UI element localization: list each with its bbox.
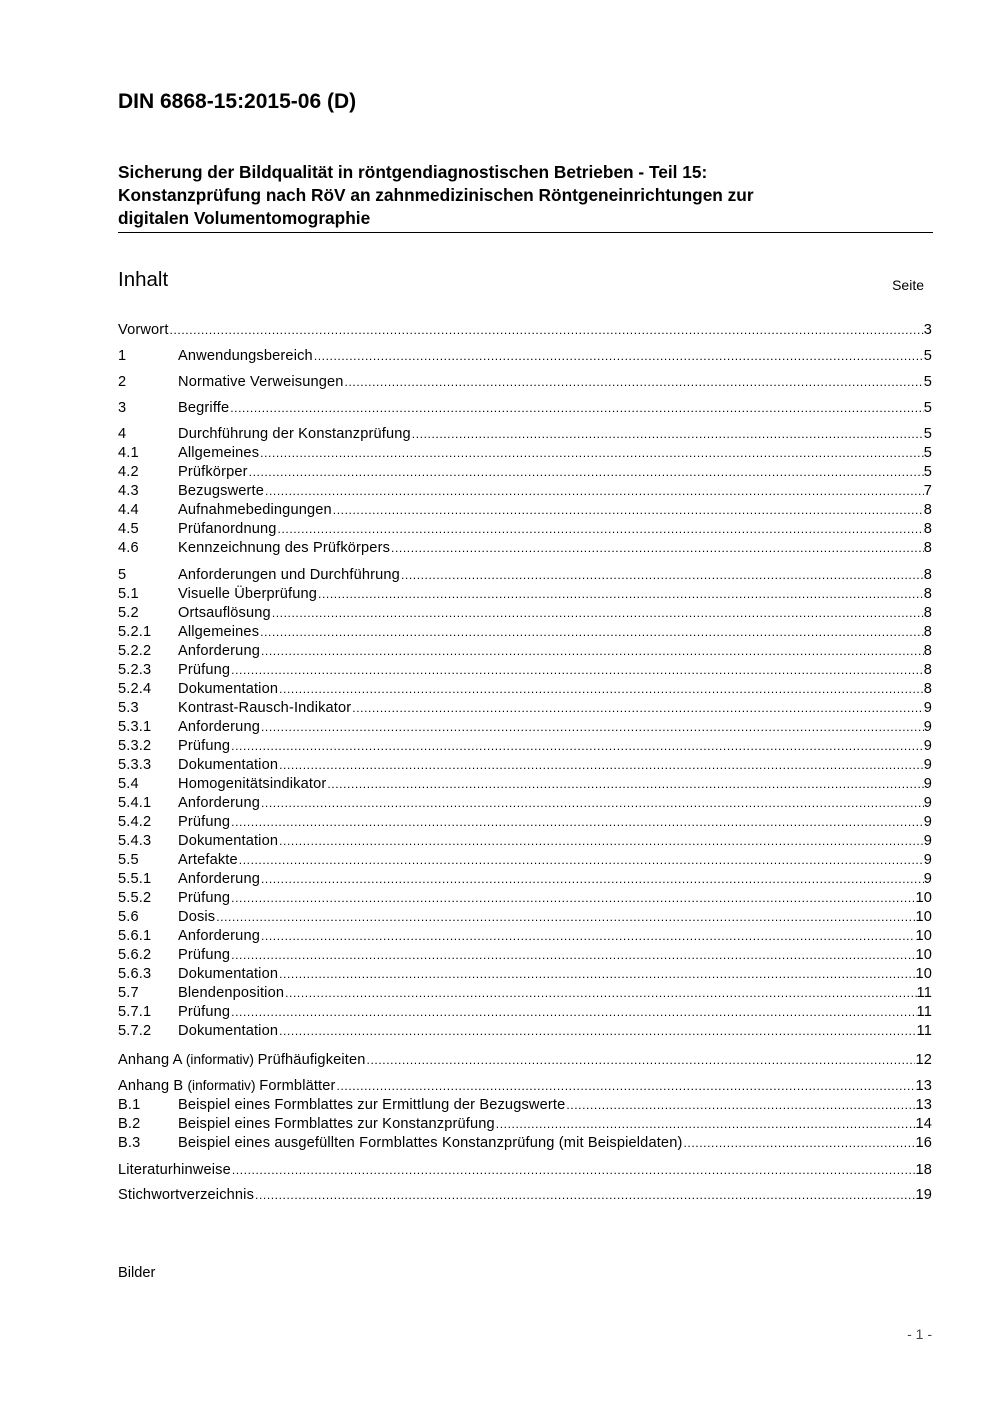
toc-dot-leader bbox=[317, 587, 924, 601]
toc-entry-text: Anforderung bbox=[178, 871, 260, 887]
document-id: DIN 6868-15:2015-06 (D) bbox=[118, 90, 357, 113]
toc-entry-text: Bezugswerte bbox=[178, 483, 265, 499]
toc-entry-page: 7 bbox=[923, 483, 932, 499]
toc-entry-title bbox=[178, 662, 230, 678]
toc-entry-page: 19 bbox=[915, 1187, 932, 1203]
toc-dot-leader bbox=[326, 777, 923, 791]
toc-entry-page: 3 bbox=[923, 322, 932, 338]
toc-entry-prefix: Anhang A bbox=[118, 1052, 186, 1068]
toc-dot-leader bbox=[264, 484, 924, 498]
toc-entry-page: 10 bbox=[915, 909, 932, 925]
toc-entry-text: Prüfung bbox=[178, 814, 231, 830]
toc-dot-leader bbox=[565, 1098, 915, 1112]
toc-entry-number: 5.5 bbox=[118, 852, 139, 868]
toc-entry[interactable] bbox=[118, 445, 932, 464]
toc-entry[interactable] bbox=[118, 464, 932, 483]
toc-entry-page: 8 bbox=[923, 586, 932, 602]
toc-entry-title bbox=[178, 445, 259, 461]
toc-entry-number: 3 bbox=[118, 400, 127, 416]
toc-dot-leader bbox=[260, 720, 924, 734]
toc-entry[interactable] bbox=[118, 757, 932, 776]
toc-entry-text: Dokumentation bbox=[178, 833, 279, 849]
toc-dot-leader bbox=[260, 796, 924, 810]
toc-entry-number: 5.6.2 bbox=[118, 947, 152, 963]
toc-entry[interactable] bbox=[118, 540, 932, 559]
toc-entry-number: 5.4.3 bbox=[118, 833, 152, 849]
toc-entry[interactable] bbox=[118, 966, 932, 985]
figures-heading: Bilder bbox=[118, 1265, 156, 1281]
toc-entry-number: 1 bbox=[118, 348, 127, 364]
toc-entry-title bbox=[178, 1097, 565, 1113]
toc-entry-title bbox=[118, 1162, 231, 1178]
toc-entry-title bbox=[178, 586, 317, 602]
toc-dot-leader bbox=[238, 853, 924, 867]
toc-entry-text: Blendenposition bbox=[178, 985, 285, 1001]
toc-entry-page: 8 bbox=[923, 681, 932, 697]
toc-entry-page: 10 bbox=[915, 890, 932, 906]
toc-entry-title bbox=[178, 757, 278, 773]
toc-entry-page: 9 bbox=[923, 757, 932, 773]
toc-dot-leader bbox=[495, 1117, 916, 1131]
toc-entry-prefix: Stichwortverzeichnis bbox=[118, 1187, 255, 1203]
toc-entry-title bbox=[178, 567, 400, 583]
toc-entry-page: 11 bbox=[916, 1023, 932, 1039]
toc-entry-title bbox=[178, 374, 344, 390]
toc-entry-page: 10 bbox=[915, 947, 932, 963]
toc-entry[interactable] bbox=[118, 909, 932, 928]
toc-entry-page: 8 bbox=[923, 643, 932, 659]
toc-entry-title bbox=[178, 483, 264, 499]
toc-entry-page: 9 bbox=[923, 719, 932, 735]
toc-entry[interactable] bbox=[118, 426, 932, 445]
toc-entry-text: Kontrast-Rausch-Indikator bbox=[178, 700, 352, 716]
toc-entry-text: Aufnahmebedingungen bbox=[178, 502, 332, 518]
toc-entry-page: 8 bbox=[923, 502, 932, 518]
toc-entry-page: 9 bbox=[923, 833, 932, 849]
toc-entry[interactable] bbox=[118, 605, 932, 624]
toc-entry-title bbox=[178, 643, 260, 659]
toc-entry-text: Prüfkörper bbox=[178, 464, 248, 480]
toc-dot-leader bbox=[260, 644, 924, 658]
toc-entry-text: Anforderung bbox=[178, 795, 260, 811]
toc-dot-leader bbox=[260, 929, 915, 943]
toc-entry-text: Anforderung bbox=[178, 719, 260, 735]
toc-entry-number: 5.6.1 bbox=[118, 928, 152, 944]
toc-entry-page: 8 bbox=[923, 624, 932, 640]
toc-entry-title bbox=[178, 540, 390, 556]
toc-entry-page: 11 bbox=[916, 985, 932, 1001]
toc-entry[interactable] bbox=[118, 1078, 932, 1097]
toc-dot-leader bbox=[271, 606, 924, 620]
toc-dot-leader bbox=[259, 625, 924, 639]
toc-entry-title bbox=[178, 521, 277, 537]
toc-entry[interactable] bbox=[118, 719, 932, 738]
toc-dot-leader bbox=[400, 568, 924, 582]
toc-entry[interactable] bbox=[118, 738, 932, 757]
toc-entry-text: Ortsauflösung bbox=[178, 605, 271, 621]
toc-entry-title bbox=[178, 1023, 278, 1039]
toc-dot-leader bbox=[231, 1163, 916, 1177]
toc-entry-title bbox=[178, 605, 271, 621]
toc-entry-title bbox=[178, 624, 259, 640]
toc-page-column-label: Seite bbox=[892, 277, 924, 293]
toc-entry-title bbox=[118, 1052, 366, 1068]
toc-entry-number: 5.4.2 bbox=[118, 814, 152, 830]
toc-entry[interactable] bbox=[118, 322, 932, 341]
toc-entry-page: 5 bbox=[923, 464, 932, 480]
toc-dot-leader bbox=[254, 1188, 915, 1202]
toc-heading: Inhalt bbox=[118, 268, 169, 291]
toc-entry[interactable] bbox=[118, 852, 932, 871]
toc-entry-text: Homogenitätsindikator bbox=[178, 776, 327, 792]
toc-entry-number: 4.2 bbox=[118, 464, 139, 480]
toc-entry-title bbox=[178, 985, 284, 1001]
toc-entry-page: 12 bbox=[915, 1052, 932, 1068]
toc-entry[interactable] bbox=[118, 1052, 932, 1071]
toc-dot-leader bbox=[278, 834, 924, 848]
toc-entry-title bbox=[178, 719, 260, 735]
page-number: - 1 - bbox=[907, 1326, 932, 1342]
toc-entry-page: 5 bbox=[923, 445, 932, 461]
toc-entry-page: 9 bbox=[923, 738, 932, 754]
toc-entry-title bbox=[178, 814, 230, 830]
toc-entry-title bbox=[178, 852, 238, 868]
toc-entry[interactable] bbox=[118, 890, 932, 909]
toc-dot-leader bbox=[332, 503, 924, 517]
toc-dot-leader bbox=[284, 986, 916, 1000]
toc-entry[interactable] bbox=[118, 1187, 932, 1206]
toc-entry-prefix: Literaturhinweise bbox=[118, 1162, 231, 1178]
toc-dot-leader bbox=[278, 758, 924, 772]
toc-entry[interactable] bbox=[118, 947, 932, 966]
toc-entry-title bbox=[178, 833, 278, 849]
toc-entry-number: 2 bbox=[118, 374, 127, 390]
toc-dot-leader bbox=[230, 815, 924, 829]
toc-entry-page: 11 bbox=[916, 1004, 932, 1020]
toc-entry-number: 4 bbox=[118, 426, 127, 442]
toc-entry-text: Formblätter bbox=[259, 1078, 336, 1094]
toc-dot-leader bbox=[390, 541, 924, 555]
toc-entry-title bbox=[178, 426, 411, 442]
toc-entry[interactable] bbox=[118, 521, 932, 540]
toc-entry[interactable] bbox=[118, 814, 932, 833]
toc-entry[interactable] bbox=[118, 1162, 932, 1181]
toc-entry-number: 5.6.3 bbox=[118, 966, 152, 982]
toc-entry[interactable] bbox=[118, 1023, 932, 1042]
toc-entry-page: 10 bbox=[915, 928, 932, 944]
toc-entry-text: Prüfung bbox=[178, 738, 231, 754]
toc-entry-title bbox=[178, 966, 278, 982]
toc-entry-text: Beispiel eines Formblattes zur Ermittlung der Bezugswerte bbox=[178, 1097, 566, 1113]
toc-entry-page: 8 bbox=[923, 540, 932, 556]
toc-entry[interactable] bbox=[118, 871, 932, 890]
toc-entry-text: Dokumentation bbox=[178, 757, 279, 773]
toc-entry[interactable] bbox=[118, 624, 932, 643]
toc-entry-text: Prüfung bbox=[178, 1004, 231, 1020]
toc-entry-number: 5.3.1 bbox=[118, 719, 152, 735]
toc-entry-number: 5.4.1 bbox=[118, 795, 152, 811]
toc-entry-text: Anforderung bbox=[178, 928, 260, 944]
toc-entry-page: 5 bbox=[923, 348, 932, 364]
toc-entry-number: B.3 bbox=[118, 1135, 141, 1151]
toc-entry-title bbox=[178, 1135, 682, 1151]
toc-entry-number: 4.4 bbox=[118, 502, 139, 518]
toc-dot-leader bbox=[248, 465, 924, 479]
toc-dot-leader bbox=[215, 910, 915, 924]
toc-dot-leader bbox=[230, 948, 915, 962]
toc-entry-number: 5 bbox=[118, 567, 127, 583]
toc-entry-page: 8 bbox=[923, 662, 932, 678]
toc-entry-text: Anforderung bbox=[178, 643, 260, 659]
toc-entry-number: 5.3 bbox=[118, 700, 139, 716]
toc-dot-leader bbox=[230, 891, 915, 905]
toc-entry-title bbox=[178, 871, 260, 887]
toc-entry[interactable] bbox=[118, 1116, 932, 1135]
toc-entry[interactable] bbox=[118, 643, 932, 662]
toc-entry[interactable] bbox=[118, 795, 932, 814]
toc-entry-title bbox=[178, 681, 278, 697]
toc-entry-page: 5 bbox=[923, 374, 932, 390]
toc-entry-number: 5.2.4 bbox=[118, 681, 152, 697]
toc-entry[interactable] bbox=[118, 1097, 932, 1116]
toc-dot-leader bbox=[366, 1053, 916, 1067]
toc-entry-number: B.1 bbox=[118, 1097, 141, 1113]
toc-dot-leader bbox=[336, 1079, 916, 1093]
toc-entry-page: 9 bbox=[923, 871, 932, 887]
toc-entry-number: 5.6 bbox=[118, 909, 139, 925]
toc-entry[interactable] bbox=[118, 374, 932, 393]
toc-entry-text: Artefakte bbox=[178, 852, 238, 868]
toc-entry-page: 13 bbox=[915, 1097, 932, 1113]
toc-dot-leader bbox=[278, 682, 924, 696]
toc-entry-number: 5.2.2 bbox=[118, 643, 152, 659]
toc-entry[interactable] bbox=[118, 586, 932, 605]
toc-dot-leader bbox=[277, 522, 924, 536]
toc-entry-page: 9 bbox=[923, 700, 932, 716]
toc-entry-page: 13 bbox=[915, 1078, 932, 1094]
toc-entry[interactable] bbox=[118, 928, 932, 947]
toc-entry-number: B.2 bbox=[118, 1116, 141, 1132]
toc-entry-text: Allgemeines bbox=[178, 624, 260, 640]
toc-entry[interactable] bbox=[118, 400, 932, 419]
toc-entry-text: Prüfanordnung bbox=[178, 521, 277, 537]
toc-entry-title bbox=[178, 738, 230, 754]
toc-entry-title bbox=[178, 348, 313, 364]
toc-entry[interactable] bbox=[118, 348, 932, 367]
toc-dot-leader bbox=[229, 401, 923, 415]
toc-entry-page: 10 bbox=[915, 966, 932, 982]
toc-entry-page: 8 bbox=[923, 521, 932, 537]
toc-entry-page: 9 bbox=[923, 795, 932, 811]
toc-entry-page: 8 bbox=[923, 567, 932, 583]
toc-dot-leader bbox=[230, 663, 924, 677]
toc-entry-title bbox=[178, 947, 230, 963]
toc-entry-text: Dokumentation bbox=[178, 681, 279, 697]
toc-entry-number: 5.2.3 bbox=[118, 662, 152, 678]
toc-entry-number: 5.4 bbox=[118, 776, 139, 792]
toc-entry-title bbox=[118, 322, 169, 338]
toc-entry-text: Normative Verweisungen bbox=[178, 374, 344, 390]
toc-entry-number: 5.5.1 bbox=[118, 871, 152, 887]
toc-entry[interactable] bbox=[118, 985, 932, 1004]
toc-entry-number: 5.3.3 bbox=[118, 757, 152, 773]
toc-entry-text: Anforderungen und Durchführung bbox=[178, 567, 400, 583]
toc-entry-text: Prüfung bbox=[178, 662, 231, 678]
toc-dot-leader bbox=[169, 323, 924, 337]
toc-entry-title bbox=[178, 909, 215, 925]
toc-entry-title bbox=[178, 400, 229, 416]
toc-entry-title bbox=[178, 464, 248, 480]
document-title-line: Sicherung der Bildqualität in röntgendiagnostischen Betrieben - Teil 15: bbox=[118, 162, 708, 182]
toc-entry-text: Beispiel eines ausgefüllten Formblattes Konstanzprüfung (mit Beispieldaten) bbox=[178, 1135, 683, 1151]
toc-entry[interactable] bbox=[118, 483, 932, 502]
toc-dot-leader bbox=[313, 349, 924, 363]
toc-entry-text: Visuelle Überprüfung bbox=[178, 586, 318, 602]
toc-entry-text: Allgemeines bbox=[178, 445, 260, 461]
toc-entry[interactable] bbox=[118, 1004, 932, 1023]
toc-entry-prefix: Vorwort bbox=[118, 322, 169, 338]
toc-entry-text: Durchführung der Konstanzprüfung bbox=[178, 426, 411, 442]
toc-entry-title bbox=[178, 700, 351, 716]
toc-entry-text: Anwendungsbereich bbox=[178, 348, 313, 364]
toc-entry-page: 9 bbox=[923, 776, 932, 792]
toc-entry[interactable] bbox=[118, 502, 932, 521]
toc-dot-leader bbox=[344, 375, 924, 389]
toc-entry-number: 5.7 bbox=[118, 985, 139, 1001]
toc-entry-text: Dokumentation bbox=[178, 1023, 279, 1039]
toc-dot-leader bbox=[278, 967, 915, 981]
toc-entry-page: 14 bbox=[915, 1116, 932, 1132]
toc-entry[interactable] bbox=[118, 681, 932, 700]
toc-entry-text: Prüfung bbox=[178, 947, 231, 963]
toc-dot-leader bbox=[351, 701, 923, 715]
toc-entry-note: (informativ) bbox=[185, 1052, 258, 1067]
toc-entry-number: 5.3.2 bbox=[118, 738, 152, 754]
toc-entry-title bbox=[178, 890, 230, 906]
toc-entry-number: 5.1 bbox=[118, 586, 139, 602]
toc-entry-text: Dosis bbox=[178, 909, 216, 925]
toc-dot-leader bbox=[260, 872, 924, 886]
toc-entry-page: 18 bbox=[915, 1162, 932, 1178]
toc-dot-leader bbox=[278, 1024, 916, 1038]
toc-entry-number: 5.7.2 bbox=[118, 1023, 152, 1039]
toc-entry-number: 5.7.1 bbox=[118, 1004, 152, 1020]
toc-dot-leader bbox=[682, 1136, 915, 1150]
toc-entry-text: Dokumentation bbox=[178, 966, 279, 982]
document-title-line: Konstanzprüfung nach RöV an zahnmedizinischen Röntgeneinrichtungen zur bbox=[118, 185, 754, 205]
toc-entry-page: 9 bbox=[923, 814, 932, 830]
toc-entry-title bbox=[118, 1078, 336, 1094]
toc-entry[interactable] bbox=[118, 662, 932, 681]
toc-entry-title bbox=[178, 502, 332, 518]
toc-entry-prefix: Anhang B bbox=[118, 1078, 188, 1094]
toc-entry[interactable] bbox=[118, 567, 932, 586]
toc-entry-number: 5.2.1 bbox=[118, 624, 152, 640]
toc-entry-text: Prüfhäufigkeiten bbox=[257, 1052, 366, 1068]
toc-entry-title bbox=[178, 1116, 495, 1132]
document-title-line: digitalen Volumentomographie bbox=[118, 208, 371, 228]
toc-entry-note: (informativ) bbox=[187, 1078, 260, 1093]
toc-dot-leader bbox=[230, 739, 924, 753]
toc-entry[interactable] bbox=[118, 776, 932, 795]
toc-entry-page: 5 bbox=[923, 426, 932, 442]
toc-entry-number: 4.5 bbox=[118, 521, 139, 537]
toc-entry-title bbox=[178, 1004, 230, 1020]
toc-entry[interactable] bbox=[118, 1135, 932, 1154]
toc-entry-page: 8 bbox=[923, 605, 932, 621]
toc-entry-number: 4.6 bbox=[118, 540, 139, 556]
toc-entry-text: Kennzeichnung des Prüfkörpers bbox=[178, 540, 391, 556]
toc-entry-text: Begriffe bbox=[178, 400, 230, 416]
toc-entry-title bbox=[178, 795, 260, 811]
toc-entry-title bbox=[178, 776, 326, 792]
toc-dot-leader bbox=[230, 1005, 916, 1019]
toc-dot-leader bbox=[259, 446, 924, 460]
toc-entry-number: 4.1 bbox=[118, 445, 139, 461]
toc-entry-page: 9 bbox=[923, 852, 932, 868]
toc-entry-page: 5 bbox=[923, 400, 932, 416]
toc-entry[interactable] bbox=[118, 700, 932, 719]
toc-entry-number: 5.5.2 bbox=[118, 890, 152, 906]
toc-entry-number: 4.3 bbox=[118, 483, 139, 499]
toc-entry-text: Prüfung bbox=[178, 890, 231, 906]
toc-entry-number: 5.2 bbox=[118, 605, 139, 621]
toc-entry-title bbox=[178, 928, 260, 944]
toc-entry-title bbox=[118, 1187, 254, 1203]
toc-entry-text: Beispiel eines Formblattes zur Konstanzprüfung bbox=[178, 1116, 495, 1132]
toc-entry[interactable] bbox=[118, 833, 932, 852]
toc-dot-leader bbox=[411, 427, 924, 441]
toc-entry-page: 16 bbox=[915, 1135, 932, 1151]
